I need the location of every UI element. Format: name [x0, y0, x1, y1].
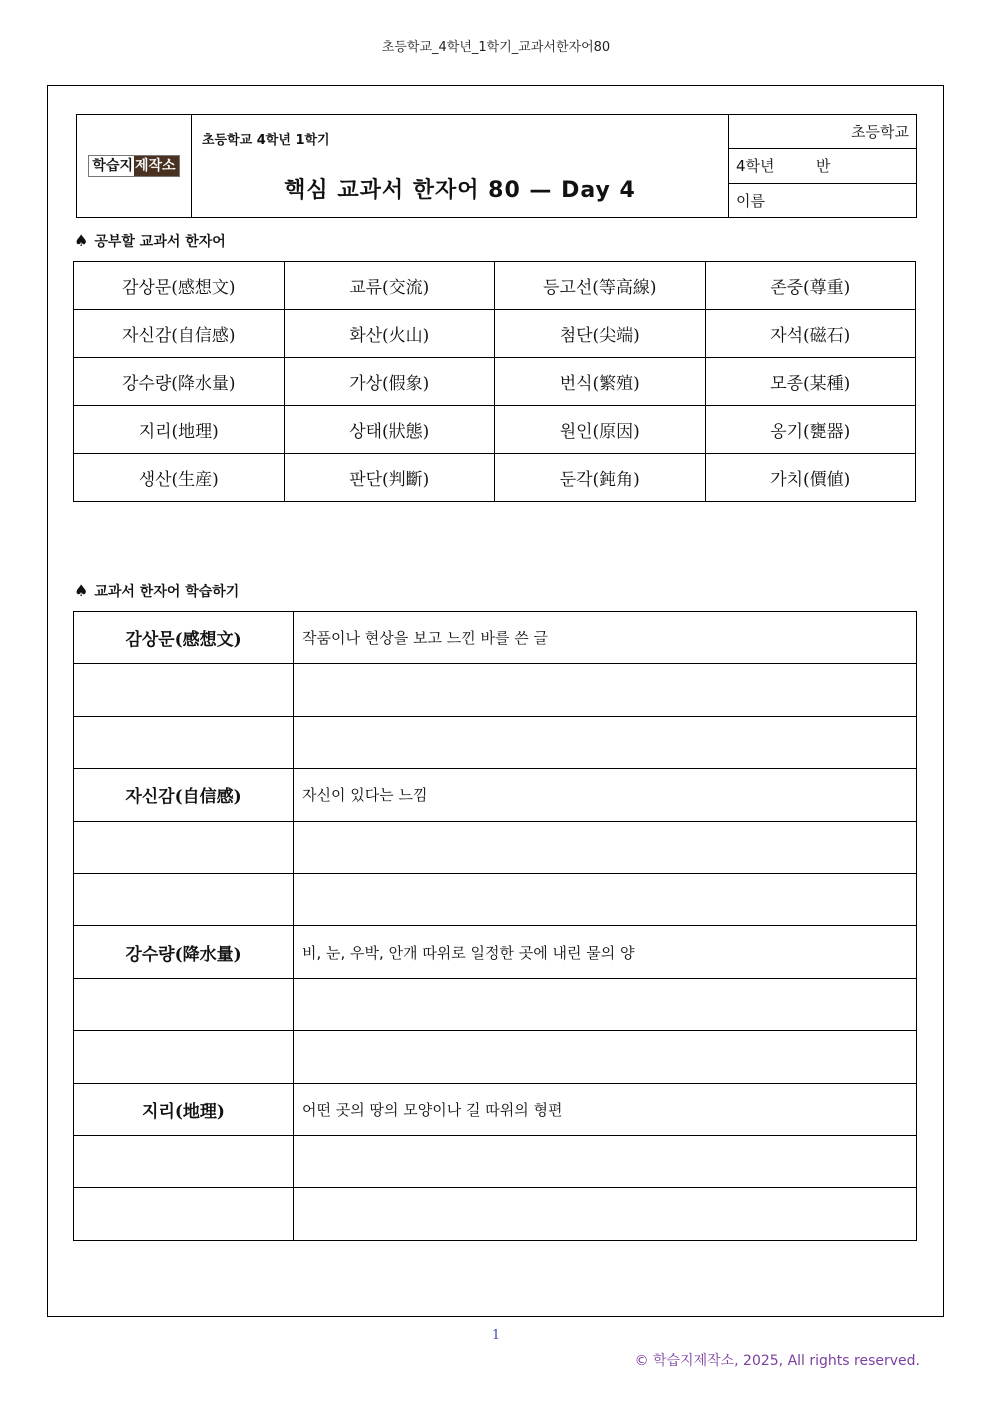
student-info	[729, 115, 916, 217]
name-label: 이름	[736, 191, 765, 210]
spade-icon: ♠	[74, 231, 89, 250]
page-number: 1	[491, 1328, 501, 1343]
vocab-word: 교류(交流)	[284, 262, 495, 310]
practice-row	[74, 664, 917, 716]
vocab-row	[74, 454, 916, 502]
study-meaning: 비, 눈, 우박, 안개 따위로 일정한 곳에 내린 물의 양	[294, 926, 917, 978]
vocab-word: 자신감(自信感)	[74, 310, 285, 358]
practice-meaning-cell[interactable]	[294, 873, 917, 925]
vocab-word: 등고선(等高線)	[495, 262, 706, 310]
grade-label: 4학년	[736, 157, 775, 176]
subtitle: 초등학교 4학년 1학기	[202, 133, 330, 148]
section-heading-vocab	[74, 231, 226, 251]
vocab-word: 번식(繁殖)	[495, 358, 706, 406]
vocab-word: 강수량(降水量)	[74, 358, 285, 406]
vocab-word: 생산(生産)	[74, 454, 285, 502]
vocab-word: 화산(火山)	[284, 310, 495, 358]
section-heading-study	[74, 581, 239, 601]
practice-row	[74, 716, 917, 768]
practice-word-cell[interactable]	[74, 873, 294, 925]
vocab-word: 존중(尊重)	[705, 262, 916, 310]
study-meaning: 자신이 있다는 느낌	[294, 769, 917, 821]
study-row	[74, 769, 917, 821]
practice-word-cell[interactable]	[74, 1188, 294, 1240]
class-label: 반	[816, 157, 831, 176]
vocab-word: 옹기(甕器)	[705, 406, 916, 454]
study-table	[73, 611, 917, 1241]
vocab-table	[73, 261, 916, 502]
vocab-word: 판단(判斷)	[284, 454, 495, 502]
school-label: 초등학교	[851, 123, 909, 142]
study-meaning: 어떤 곳의 땅의 모양이나 길 따위의 형편	[294, 1083, 917, 1135]
practice-word-cell[interactable]	[74, 978, 294, 1030]
section-title: 공부할 교과서 한자어	[94, 234, 226, 250]
practice-word-cell[interactable]	[74, 821, 294, 873]
grade-class-field[interactable]	[729, 148, 916, 182]
study-word: 강수량(降水量)	[74, 926, 294, 978]
vocab-row	[74, 358, 916, 406]
practice-row	[74, 978, 917, 1030]
practice-meaning-cell[interactable]	[294, 664, 917, 716]
brand-logo	[88, 155, 179, 177]
study-row	[74, 926, 917, 978]
practice-word-cell[interactable]	[74, 664, 294, 716]
logo-text-2: 제작소	[134, 156, 179, 176]
practice-meaning-cell[interactable]	[294, 978, 917, 1030]
vocab-row	[74, 262, 916, 310]
practice-word-cell[interactable]	[74, 716, 294, 768]
copyright: © 학습지제작소, 2025, All rights reserved.	[634, 1353, 920, 1369]
vocab-word: 가치(價値)	[705, 454, 916, 502]
vocab-word: 지리(地理)	[74, 406, 285, 454]
practice-meaning-cell[interactable]	[294, 1031, 917, 1083]
practice-word-cell[interactable]	[74, 1135, 294, 1187]
logo-text-1: 학습지	[89, 156, 134, 176]
running-head: 초등학교_4학년_1학기_교과서한자어80	[381, 40, 611, 55]
study-word: 감상문(感想文)	[74, 612, 294, 664]
practice-word-cell[interactable]	[74, 1031, 294, 1083]
worksheet-header	[76, 114, 917, 218]
practice-meaning-cell[interactable]	[294, 1135, 917, 1187]
study-row	[74, 612, 917, 664]
vocab-word: 감상문(感想文)	[74, 262, 285, 310]
vocab-row	[74, 406, 916, 454]
vocab-word: 첨단(尖端)	[495, 310, 706, 358]
study-row	[74, 1083, 917, 1135]
title-cell	[192, 115, 729, 217]
study-word: 자신감(自信感)	[74, 769, 294, 821]
vocab-word: 모종(某種)	[705, 358, 916, 406]
vocab-row	[74, 310, 916, 358]
practice-meaning-cell[interactable]	[294, 716, 917, 768]
practice-row	[74, 1031, 917, 1083]
name-field[interactable]	[729, 183, 916, 217]
logo-cell	[77, 115, 192, 217]
vocab-word: 자석(磁石)	[705, 310, 916, 358]
vocab-word: 가상(假象)	[284, 358, 495, 406]
practice-row	[74, 1135, 917, 1187]
practice-meaning-cell[interactable]	[294, 1188, 917, 1240]
practice-row	[74, 821, 917, 873]
vocab-word: 둔각(鈍角)	[495, 454, 706, 502]
practice-row	[74, 1188, 917, 1240]
school-field[interactable]	[729, 115, 916, 148]
study-meaning: 작품이나 현상을 보고 느낀 바를 쓴 글	[294, 612, 917, 664]
practice-meaning-cell[interactable]	[294, 821, 917, 873]
vocab-word: 상태(狀態)	[284, 406, 495, 454]
page-title: 핵심 교과서 한자어 80 — Day 4	[284, 178, 636, 203]
study-word: 지리(地理)	[74, 1083, 294, 1135]
section-title: 교과서 한자어 학습하기	[94, 584, 240, 600]
vocab-word: 원인(原因)	[495, 406, 706, 454]
practice-row	[74, 873, 917, 925]
spade-icon: ♠	[74, 581, 89, 600]
